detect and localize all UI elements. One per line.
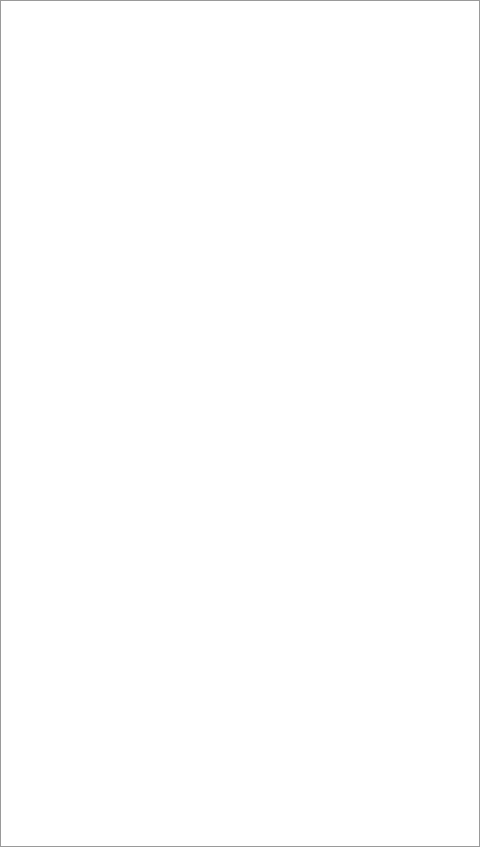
pie-chart (0, 60, 480, 260)
